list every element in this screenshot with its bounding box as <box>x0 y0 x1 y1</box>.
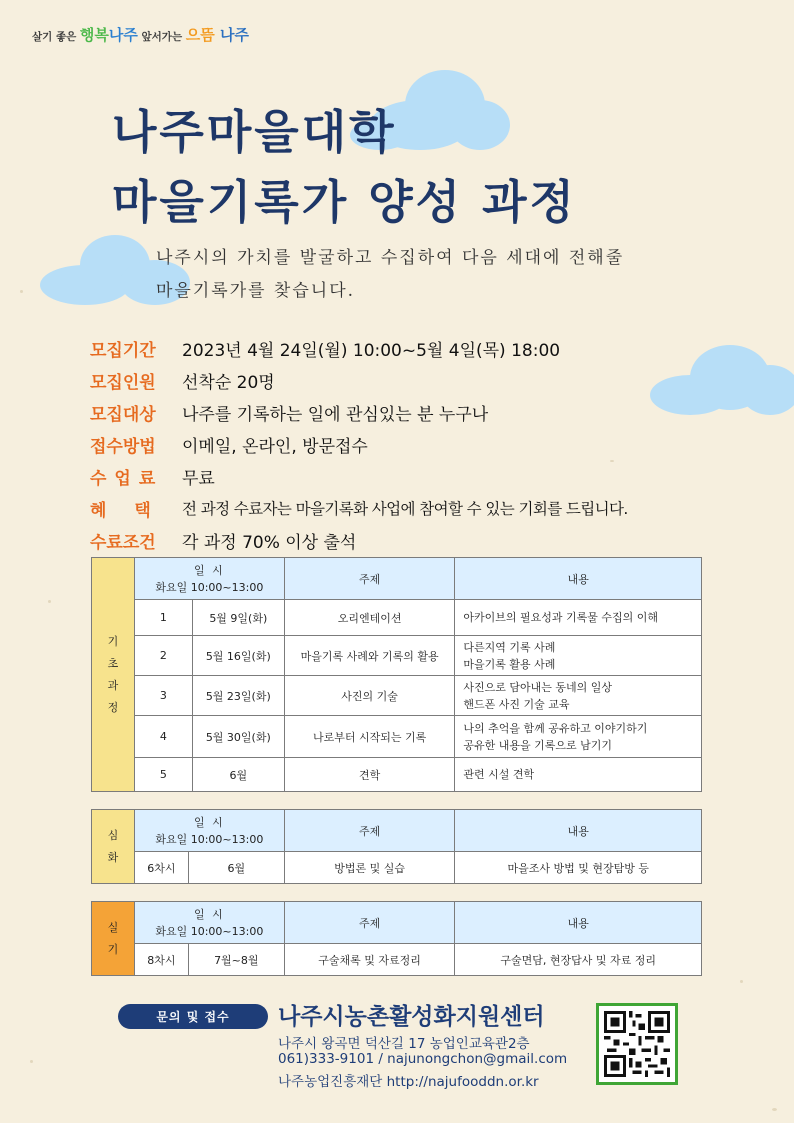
advanced-course-table <box>91 809 702 884</box>
content-line: 아카이브의 필요성과 기록물 수집의 이해 <box>463 611 659 624</box>
course-label-char: 화 <box>107 850 119 864</box>
info-label: 혜택 <box>90 500 179 521</box>
session-date: 6월 <box>188 852 284 884</box>
table-row <box>92 758 702 792</box>
content-header: 내용 <box>455 810 702 852</box>
content-header: 내용 <box>455 902 702 944</box>
phone-email: 061)333-9101 / najunongchon@gmail.com <box>278 1051 568 1067</box>
schedule-header <box>134 902 284 944</box>
session-topic: 견학 <box>284 758 455 792</box>
info-label: 수업료 <box>90 468 164 489</box>
course-label-char: 과 <box>107 678 119 692</box>
session-content <box>455 676 702 716</box>
info-value: 선착순 20명 <box>182 372 275 393</box>
slogan <box>32 24 249 45</box>
table-row <box>92 600 702 636</box>
session-content <box>455 600 702 636</box>
course-label <box>92 902 135 976</box>
session-date: 5월 9일(화) <box>192 600 284 636</box>
topic-header: 주제 <box>284 558 455 600</box>
cloud-decoration <box>650 345 794 415</box>
slogan-naju: 나주 <box>214 26 249 44</box>
slogan-text: 살기 좋은 <box>32 31 80 43</box>
paper-speck <box>772 1108 777 1111</box>
content-header: 내용 <box>455 558 702 600</box>
session-content: 구술면담, 현장답사 및 자료 정리 <box>455 944 702 976</box>
slogan-best: 으뜸 <box>185 26 215 44</box>
table-row <box>92 676 702 716</box>
qr-code-icon[interactable] <box>596 1003 678 1085</box>
organization-name: 나주시농촌활성화지원센터 <box>278 1004 545 1030</box>
info-label: 모집대상 <box>90 404 156 425</box>
intro-text <box>156 242 716 308</box>
page-title: 나주마을대학 <box>112 105 397 159</box>
slogan-happy: 행복 <box>79 26 109 44</box>
info-row <box>90 492 628 524</box>
info-label: 접수방법 <box>90 436 156 457</box>
practice-course-table <box>91 901 702 976</box>
course-label-char: 심 <box>107 828 119 842</box>
intro-line: 나주시의 가치를 발굴하고 수집하여 다음 세대에 전해줄 <box>156 248 625 268</box>
time-header-text: 화요일 10:00~13:00 <box>155 580 264 594</box>
session-topic: 오리엔테이션 <box>284 600 455 636</box>
content-line: 마을기록 활용 사례 <box>463 657 556 671</box>
session-date: 5월 23일(화) <box>192 676 284 716</box>
slogan-text: 앞서가는 <box>137 31 186 43</box>
intro-line: 마을기록가를 찾습니다. <box>156 281 356 301</box>
info-value: 2023년 4월 24일(월) 10:00~5월 4일(목) 18:00 <box>182 340 561 361</box>
session-date: 6월 <box>192 758 284 792</box>
info-row <box>90 364 628 396</box>
info-row <box>90 524 628 556</box>
content-line: 나의 추억을 함께 공유하고 이야기하기 <box>463 721 648 735</box>
content-line: 다른지역 기록 사례 <box>463 640 556 654</box>
content-line: 공유한 내용을 기록으로 남기기 <box>463 738 613 752</box>
session-no: 8차시 <box>134 944 188 976</box>
session-no: 4 <box>134 716 192 758</box>
content-line: 관련 시설 견학 <box>463 768 535 781</box>
table-row <box>92 636 702 676</box>
session-no: 2 <box>134 636 192 676</box>
session-no: 1 <box>134 600 192 636</box>
recruit-info <box>90 332 628 556</box>
info-label: 수료조건 <box>90 532 156 553</box>
topic-header: 주제 <box>284 902 455 944</box>
info-row <box>90 396 628 428</box>
slogan-naju: 나주 <box>108 26 138 44</box>
session-date: 5월 16일(화) <box>192 636 284 676</box>
session-topic: 방법론 및 실습 <box>284 852 455 884</box>
contact-badge: 문의 및 접수 <box>118 1004 268 1029</box>
course-label <box>92 558 135 792</box>
paper-speck <box>740 980 743 983</box>
session-no: 5 <box>134 758 192 792</box>
course-label-char: 실 <box>107 920 119 934</box>
info-value: 각 과정 70% 이상 출석 <box>182 532 357 553</box>
schedule-header-text: 일 시 <box>193 815 225 829</box>
session-topic: 사진의 기술 <box>284 676 455 716</box>
table-row <box>92 716 702 758</box>
website[interactable]: 나주농업진흥재단 http://najufooddn.or.kr <box>278 1074 539 1090</box>
schedule-header-text: 일 시 <box>193 907 225 921</box>
time-header-text: 화요일 10:00~13:00 <box>155 924 264 938</box>
session-content: 마을조사 방법 및 현장탐방 등 <box>455 852 702 884</box>
course-label-char: 정 <box>107 700 119 714</box>
session-no: 3 <box>134 676 192 716</box>
session-topic: 구술채록 및 자료정리 <box>284 944 455 976</box>
topic-header: 주제 <box>284 810 455 852</box>
course-label-char: 기 <box>107 634 119 648</box>
address: 나주시 왕곡면 덕산길 17 농업인교육관2층 <box>278 1036 530 1052</box>
course-label <box>92 810 135 884</box>
table-row <box>92 944 702 976</box>
table-row <box>92 852 702 884</box>
session-topic: 나로부터 시작되는 기록 <box>284 716 455 758</box>
time-header-text: 화요일 10:00~13:00 <box>155 832 264 846</box>
session-date: 5월 30일(화) <box>192 716 284 758</box>
session-content <box>455 716 702 758</box>
session-no: 6차시 <box>134 852 188 884</box>
course-label-char: 기 <box>107 942 119 956</box>
info-row <box>90 332 628 364</box>
info-label: 모집기간 <box>90 340 156 361</box>
paper-speck <box>48 600 51 603</box>
session-date: 7월~8월 <box>188 944 284 976</box>
session-content <box>455 758 702 792</box>
content-line: 핸드폰 사진 기술 교육 <box>463 697 570 711</box>
info-label: 모집인원 <box>90 372 156 393</box>
content-line: 사진으로 담아내는 동네의 일상 <box>463 680 613 694</box>
paper-speck <box>20 290 23 293</box>
info-row <box>90 460 628 492</box>
info-value: 무료 <box>182 468 215 489</box>
paper-speck <box>30 1060 33 1063</box>
session-content <box>455 636 702 676</box>
schedule-header-text: 일 시 <box>193 563 225 577</box>
info-value: 나주를 기록하는 일에 관심있는 분 누구나 <box>182 404 489 425</box>
info-row <box>90 428 628 460</box>
info-value: 이메일, 온라인, 방문접수 <box>182 436 368 457</box>
info-value: 전 과정 수료자는 마을기록화 사업에 참여할 수 있는 기회를 드립니다. <box>182 500 628 518</box>
schedule-header <box>134 810 284 852</box>
page-subtitle: 마을기록가 양성 과정 <box>112 175 577 229</box>
course-label-char: 초 <box>107 656 119 670</box>
schedule-header <box>134 558 284 600</box>
basic-course-table <box>91 557 702 792</box>
session-topic: 마을기록 사례와 기록의 활용 <box>284 636 455 676</box>
